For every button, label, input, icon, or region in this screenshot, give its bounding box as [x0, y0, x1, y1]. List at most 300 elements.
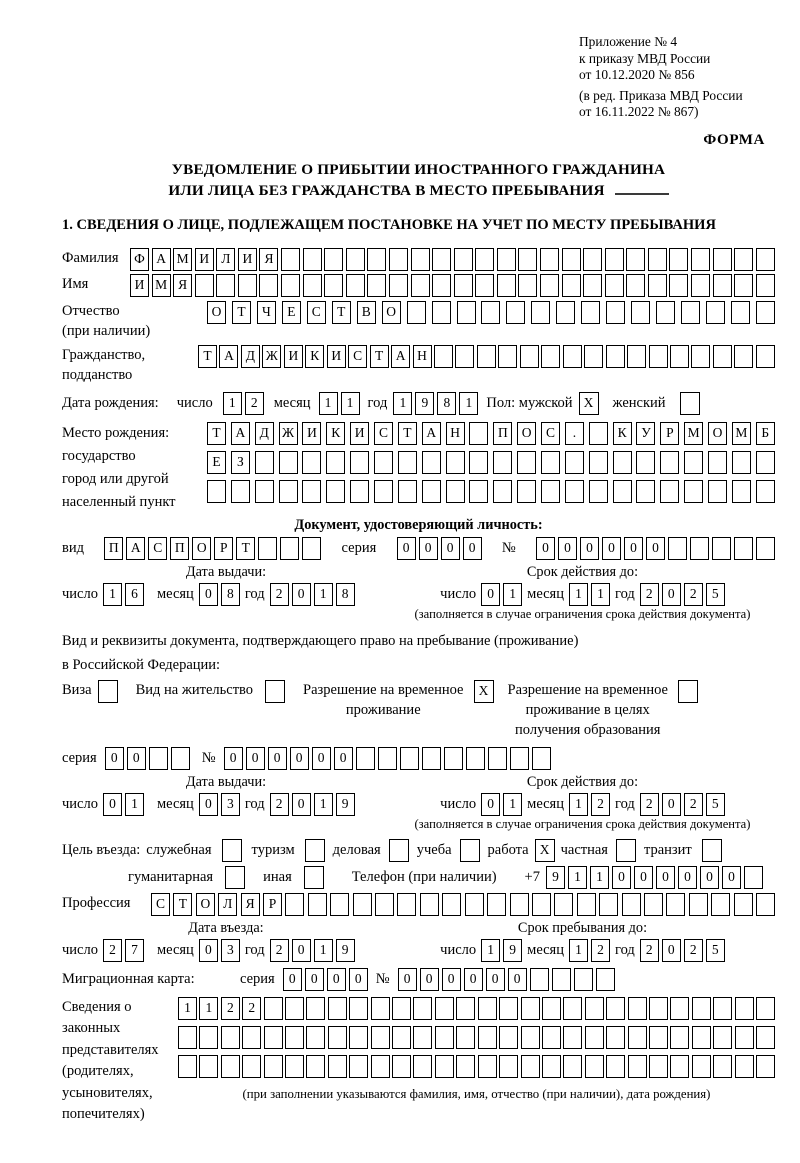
char-cell[interactable]	[216, 274, 235, 297]
char-cell[interactable]	[389, 274, 408, 297]
char-cell[interactable]	[631, 301, 650, 324]
char-cell[interactable]	[585, 1055, 604, 1078]
char-cell[interactable]: 2	[640, 583, 659, 606]
char-cell[interactable]: Д	[241, 345, 260, 368]
char-cell[interactable]: 1	[314, 939, 333, 962]
char-cell[interactable]	[446, 451, 465, 474]
char-cell[interactable]: К	[613, 422, 632, 445]
char-cell[interactable]	[518, 248, 537, 271]
char-cell[interactable]	[432, 301, 451, 324]
char-cell[interactable]	[171, 747, 190, 770]
char-cell[interactable]: Я	[241, 893, 260, 916]
char-cell[interactable]: 1	[178, 997, 197, 1020]
char-cell[interactable]: О	[196, 893, 215, 916]
char-cell[interactable]: 9	[546, 866, 565, 889]
char-cell[interactable]: А	[422, 422, 441, 445]
char-cell[interactable]: 0	[536, 537, 555, 560]
char-cell[interactable]	[684, 451, 703, 474]
char-cell[interactable]	[541, 480, 560, 503]
char-cell[interactable]	[446, 480, 465, 503]
purpose-other-checkbox[interactable]	[304, 866, 324, 889]
char-cell[interactable]: 0	[305, 968, 324, 991]
char-cell[interactable]: Н	[413, 345, 432, 368]
char-cell[interactable]: 0	[656, 866, 675, 889]
char-cell[interactable]: А	[231, 422, 250, 445]
char-cell[interactable]: 1	[503, 583, 522, 606]
char-cell[interactable]: 5	[706, 583, 725, 606]
char-cell[interactable]	[285, 893, 304, 916]
char-cell[interactable]	[626, 248, 645, 271]
char-cell[interactable]	[498, 345, 517, 368]
char-cell[interactable]: 1	[393, 392, 412, 415]
char-cell[interactable]	[466, 747, 485, 770]
char-cell[interactable]: 2	[270, 793, 289, 816]
char-cell[interactable]	[589, 422, 608, 445]
char-cell[interactable]: 0	[662, 583, 681, 606]
char-cell[interactable]	[626, 274, 645, 297]
char-cell[interactable]: .	[565, 422, 584, 445]
char-cell[interactable]	[628, 997, 647, 1020]
char-cell[interactable]	[518, 274, 537, 297]
char-cell[interactable]: М	[684, 422, 703, 445]
residence-permit-checkbox[interactable]	[265, 680, 285, 703]
char-cell[interactable]: С	[151, 893, 170, 916]
char-cell[interactable]: Т	[370, 345, 389, 368]
char-cell[interactable]	[422, 480, 441, 503]
char-cell[interactable]: 1	[503, 793, 522, 816]
char-cell[interactable]	[432, 248, 451, 271]
char-cell[interactable]	[457, 301, 476, 324]
char-cell[interactable]: С	[348, 345, 367, 368]
char-cell[interactable]	[628, 1055, 647, 1078]
char-cell[interactable]	[756, 893, 775, 916]
sex-male-checkbox[interactable]: X	[579, 392, 599, 415]
char-cell[interactable]: Д	[255, 422, 274, 445]
char-cell[interactable]	[562, 274, 581, 297]
char-cell[interactable]: 2	[640, 793, 659, 816]
char-cell[interactable]	[487, 893, 506, 916]
char-cell[interactable]: 2	[640, 939, 659, 962]
char-cell[interactable]	[669, 274, 688, 297]
char-cell[interactable]	[708, 451, 727, 474]
purpose-tourism-checkbox[interactable]	[305, 839, 325, 862]
char-cell[interactable]: П	[104, 537, 123, 560]
char-cell[interactable]	[605, 274, 624, 297]
char-cell[interactable]: О	[192, 537, 211, 560]
char-cell[interactable]	[606, 345, 625, 368]
char-cell[interactable]: 0	[105, 747, 124, 770]
char-cell[interactable]: Р	[660, 422, 679, 445]
char-cell[interactable]	[434, 345, 453, 368]
char-cell[interactable]	[456, 1026, 475, 1049]
char-cell[interactable]	[242, 1026, 261, 1049]
char-cell[interactable]	[521, 1055, 540, 1078]
purpose-work-checkbox[interactable]: X	[535, 839, 555, 862]
char-cell[interactable]	[493, 480, 512, 503]
char-cell[interactable]	[330, 893, 349, 916]
char-cell[interactable]	[713, 248, 732, 271]
char-cell[interactable]	[542, 1055, 561, 1078]
char-cell[interactable]	[690, 537, 709, 560]
char-cell[interactable]: К	[305, 345, 324, 368]
char-cell[interactable]	[530, 968, 549, 991]
char-cell[interactable]	[670, 1026, 689, 1049]
char-cell[interactable]	[684, 480, 703, 503]
char-cell[interactable]	[713, 1026, 732, 1049]
char-cell[interactable]	[280, 537, 299, 560]
char-cell[interactable]: 9	[336, 939, 355, 962]
temp-permit-checkbox[interactable]: X	[474, 680, 494, 703]
char-cell[interactable]: 0	[612, 866, 631, 889]
char-cell[interactable]: С	[374, 422, 393, 445]
char-cell[interactable]	[367, 248, 386, 271]
char-cell[interactable]	[469, 422, 488, 445]
char-cell[interactable]	[692, 1026, 711, 1049]
char-cell[interactable]	[649, 1026, 668, 1049]
char-cell[interactable]: Т	[198, 345, 217, 368]
char-cell[interactable]	[666, 893, 685, 916]
char-cell[interactable]: 0	[349, 968, 368, 991]
char-cell[interactable]	[756, 301, 775, 324]
char-cell[interactable]	[302, 451, 321, 474]
char-cell[interactable]: О	[517, 422, 536, 445]
char-cell[interactable]	[734, 345, 753, 368]
char-cell[interactable]	[435, 1055, 454, 1078]
char-cell[interactable]	[691, 248, 710, 271]
char-cell[interactable]: 0	[103, 793, 122, 816]
char-cell[interactable]	[596, 968, 615, 991]
char-cell[interactable]: 9	[336, 793, 355, 816]
char-cell[interactable]: Т	[232, 301, 251, 324]
char-cell[interactable]: 0	[327, 968, 346, 991]
char-cell[interactable]: 9	[503, 939, 522, 962]
char-cell[interactable]: 2	[242, 997, 261, 1020]
char-cell[interactable]	[499, 1026, 518, 1049]
char-cell[interactable]	[577, 893, 596, 916]
char-cell[interactable]	[706, 301, 725, 324]
char-cell[interactable]	[670, 997, 689, 1020]
char-cell[interactable]	[563, 345, 582, 368]
char-cell[interactable]	[285, 1026, 304, 1049]
char-cell[interactable]: 2	[270, 583, 289, 606]
char-cell[interactable]: 0	[224, 747, 243, 770]
char-cell[interactable]: 1	[569, 793, 588, 816]
char-cell[interactable]	[542, 1026, 561, 1049]
char-cell[interactable]	[411, 248, 430, 271]
char-cell[interactable]: С	[541, 422, 560, 445]
char-cell[interactable]: 1	[103, 583, 122, 606]
char-cell[interactable]	[540, 248, 559, 271]
char-cell[interactable]: С	[307, 301, 326, 324]
char-cell[interactable]	[454, 248, 473, 271]
char-cell[interactable]: О	[207, 301, 226, 324]
char-cell[interactable]	[375, 893, 394, 916]
char-cell[interactable]	[565, 451, 584, 474]
char-cell[interactable]: Л	[216, 248, 235, 271]
char-cell[interactable]: 0	[419, 537, 438, 560]
char-cell[interactable]	[493, 451, 512, 474]
char-cell[interactable]	[563, 997, 582, 1020]
purpose-study-checkbox[interactable]	[460, 839, 480, 862]
char-cell[interactable]	[497, 274, 516, 297]
char-cell[interactable]: И	[350, 422, 369, 445]
char-cell[interactable]	[442, 893, 461, 916]
char-cell[interactable]	[599, 893, 618, 916]
char-cell[interactable]: 1	[314, 583, 333, 606]
char-cell[interactable]: 0	[463, 537, 482, 560]
char-cell[interactable]	[285, 997, 304, 1020]
char-cell[interactable]: 0	[442, 968, 461, 991]
purpose-humanitarian-checkbox[interactable]	[225, 866, 245, 889]
char-cell[interactable]	[606, 997, 625, 1020]
char-cell[interactable]	[258, 537, 277, 560]
char-cell[interactable]: 1	[481, 939, 500, 962]
char-cell[interactable]	[407, 301, 426, 324]
char-cell[interactable]	[367, 274, 386, 297]
purpose-official-checkbox[interactable]	[222, 839, 242, 862]
char-cell[interactable]	[392, 1055, 411, 1078]
char-cell[interactable]: 8	[221, 583, 240, 606]
char-cell[interactable]	[735, 1055, 754, 1078]
char-cell[interactable]	[413, 1026, 432, 1049]
char-cell[interactable]	[627, 345, 646, 368]
char-cell[interactable]: Т	[236, 537, 255, 560]
char-cell[interactable]	[636, 480, 655, 503]
char-cell[interactable]: 0	[397, 537, 416, 560]
char-cell[interactable]	[606, 1026, 625, 1049]
char-cell[interactable]	[456, 1055, 475, 1078]
char-cell[interactable]: А	[219, 345, 238, 368]
char-cell[interactable]: 0	[558, 537, 577, 560]
char-cell[interactable]: 0	[481, 793, 500, 816]
char-cell[interactable]	[734, 537, 753, 560]
char-cell[interactable]: 0	[199, 793, 218, 816]
char-cell[interactable]	[517, 480, 536, 503]
sex-female-checkbox[interactable]	[680, 392, 700, 415]
char-cell[interactable]	[349, 1026, 368, 1049]
char-cell[interactable]	[255, 451, 274, 474]
char-cell[interactable]: 0	[398, 968, 417, 991]
char-cell[interactable]	[656, 301, 675, 324]
char-cell[interactable]: 0	[662, 939, 681, 962]
char-cell[interactable]: Т	[207, 422, 226, 445]
char-cell[interactable]	[413, 1055, 432, 1078]
char-cell[interactable]: 2	[591, 793, 610, 816]
char-cell[interactable]	[613, 451, 632, 474]
char-cell[interactable]: 3	[221, 939, 240, 962]
char-cell[interactable]	[221, 1055, 240, 1078]
char-cell[interactable]: Ж	[262, 345, 281, 368]
char-cell[interactable]	[756, 345, 775, 368]
char-cell[interactable]: 0	[268, 747, 287, 770]
char-cell[interactable]: 0	[312, 747, 331, 770]
char-cell[interactable]: 0	[292, 793, 311, 816]
char-cell[interactable]: 1	[341, 392, 360, 415]
char-cell[interactable]: Е	[282, 301, 301, 324]
char-cell[interactable]	[328, 997, 347, 1020]
char-cell[interactable]	[583, 248, 602, 271]
char-cell[interactable]: 1	[319, 392, 338, 415]
char-cell[interactable]	[689, 893, 708, 916]
char-cell[interactable]	[326, 480, 345, 503]
char-cell[interactable]: А	[152, 248, 171, 271]
purpose-transit-checkbox[interactable]	[702, 839, 722, 862]
char-cell[interactable]: 5	[706, 793, 725, 816]
char-cell[interactable]: 0	[199, 939, 218, 962]
char-cell[interactable]	[649, 997, 668, 1020]
char-cell[interactable]: 1	[223, 392, 242, 415]
char-cell[interactable]	[238, 274, 257, 297]
char-cell[interactable]: 8	[336, 583, 355, 606]
char-cell[interactable]	[713, 345, 732, 368]
char-cell[interactable]	[371, 1055, 390, 1078]
char-cell[interactable]: 5	[706, 939, 725, 962]
char-cell[interactable]	[306, 1055, 325, 1078]
char-cell[interactable]: 0	[646, 537, 665, 560]
char-cell[interactable]	[734, 274, 753, 297]
char-cell[interactable]: Т	[398, 422, 417, 445]
char-cell[interactable]	[371, 1026, 390, 1049]
char-cell[interactable]	[456, 997, 475, 1020]
char-cell[interactable]: 8	[437, 392, 456, 415]
char-cell[interactable]	[744, 866, 763, 889]
char-cell[interactable]	[149, 747, 168, 770]
char-cell[interactable]: У	[636, 422, 655, 445]
char-cell[interactable]: Ф	[130, 248, 149, 271]
char-cell[interactable]	[411, 274, 430, 297]
char-cell[interactable]	[469, 451, 488, 474]
char-cell[interactable]: 2	[684, 939, 703, 962]
char-cell[interactable]	[195, 274, 214, 297]
char-cell[interactable]: 0	[580, 537, 599, 560]
char-cell[interactable]: 2	[103, 939, 122, 962]
char-cell[interactable]	[478, 1055, 497, 1078]
char-cell[interactable]: 2	[591, 939, 610, 962]
char-cell[interactable]	[681, 301, 700, 324]
char-cell[interactable]: К	[326, 422, 345, 445]
char-cell[interactable]	[281, 248, 300, 271]
char-cell[interactable]: 0	[290, 747, 309, 770]
char-cell[interactable]	[499, 1055, 518, 1078]
char-cell[interactable]	[435, 997, 454, 1020]
char-cell[interactable]: Т	[332, 301, 351, 324]
char-cell[interactable]	[378, 747, 397, 770]
char-cell[interactable]	[648, 248, 667, 271]
char-cell[interactable]: И	[130, 274, 149, 297]
char-cell[interactable]	[510, 747, 529, 770]
char-cell[interactable]	[734, 893, 753, 916]
char-cell[interactable]: 1	[568, 866, 587, 889]
char-cell[interactable]	[756, 480, 775, 503]
char-cell[interactable]: 0	[624, 537, 643, 560]
char-cell[interactable]: И	[195, 248, 214, 271]
char-cell[interactable]	[285, 1055, 304, 1078]
char-cell[interactable]	[735, 1026, 754, 1049]
char-cell[interactable]: 0	[246, 747, 265, 770]
char-cell[interactable]	[499, 997, 518, 1020]
char-cell[interactable]	[259, 274, 278, 297]
char-cell[interactable]	[306, 1026, 325, 1049]
char-cell[interactable]	[562, 248, 581, 271]
char-cell[interactable]: И	[327, 345, 346, 368]
char-cell[interactable]: О	[382, 301, 401, 324]
char-cell[interactable]: 0	[508, 968, 527, 991]
char-cell[interactable]	[207, 480, 226, 503]
char-cell[interactable]	[389, 248, 408, 271]
char-cell[interactable]	[756, 1055, 775, 1078]
char-cell[interactable]: Ч	[257, 301, 276, 324]
char-cell[interactable]	[454, 274, 473, 297]
char-cell[interactable]: И	[302, 422, 321, 445]
char-cell[interactable]: 0	[634, 866, 653, 889]
char-cell[interactable]	[563, 1026, 582, 1049]
char-cell[interactable]	[356, 747, 375, 770]
char-cell[interactable]: 1	[590, 866, 609, 889]
char-cell[interactable]: А	[126, 537, 145, 560]
char-cell[interactable]	[589, 451, 608, 474]
char-cell[interactable]: 1	[591, 583, 610, 606]
char-cell[interactable]	[346, 274, 365, 297]
char-cell[interactable]	[691, 274, 710, 297]
char-cell[interactable]	[350, 451, 369, 474]
char-cell[interactable]	[606, 1055, 625, 1078]
char-cell[interactable]	[517, 451, 536, 474]
char-cell[interactable]	[554, 893, 573, 916]
char-cell[interactable]	[583, 274, 602, 297]
char-cell[interactable]	[756, 274, 775, 297]
char-cell[interactable]	[506, 301, 525, 324]
char-cell[interactable]: 1	[125, 793, 144, 816]
char-cell[interactable]	[350, 480, 369, 503]
char-cell[interactable]	[732, 451, 751, 474]
char-cell[interactable]	[455, 345, 474, 368]
purpose-private-checkbox[interactable]	[616, 839, 636, 862]
char-cell[interactable]	[398, 451, 417, 474]
char-cell[interactable]	[711, 893, 730, 916]
char-cell[interactable]	[371, 997, 390, 1020]
char-cell[interactable]	[413, 997, 432, 1020]
char-cell[interactable]	[281, 274, 300, 297]
char-cell[interactable]	[302, 480, 321, 503]
char-cell[interactable]	[510, 893, 529, 916]
char-cell[interactable]	[400, 747, 419, 770]
char-cell[interactable]	[397, 893, 416, 916]
char-cell[interactable]	[691, 345, 710, 368]
char-cell[interactable]	[199, 1026, 218, 1049]
char-cell[interactable]: П	[170, 537, 189, 560]
char-cell[interactable]	[585, 997, 604, 1020]
char-cell[interactable]	[628, 1026, 647, 1049]
char-cell[interactable]	[326, 451, 345, 474]
char-cell[interactable]	[420, 893, 439, 916]
char-cell[interactable]	[303, 248, 322, 271]
char-cell[interactable]	[199, 1055, 218, 1078]
char-cell[interactable]: Р	[214, 537, 233, 560]
char-cell[interactable]	[649, 1055, 668, 1078]
char-cell[interactable]: М	[732, 422, 751, 445]
char-cell[interactable]	[552, 968, 571, 991]
char-cell[interactable]: П	[493, 422, 512, 445]
char-cell[interactable]	[478, 997, 497, 1020]
char-cell[interactable]	[585, 1026, 604, 1049]
char-cell[interactable]: Т	[173, 893, 192, 916]
char-cell[interactable]	[565, 480, 584, 503]
char-cell[interactable]: И	[238, 248, 257, 271]
char-cell[interactable]: 1	[199, 997, 218, 1020]
char-cell[interactable]	[712, 537, 731, 560]
char-cell[interactable]: 0	[199, 583, 218, 606]
char-cell[interactable]	[422, 451, 441, 474]
